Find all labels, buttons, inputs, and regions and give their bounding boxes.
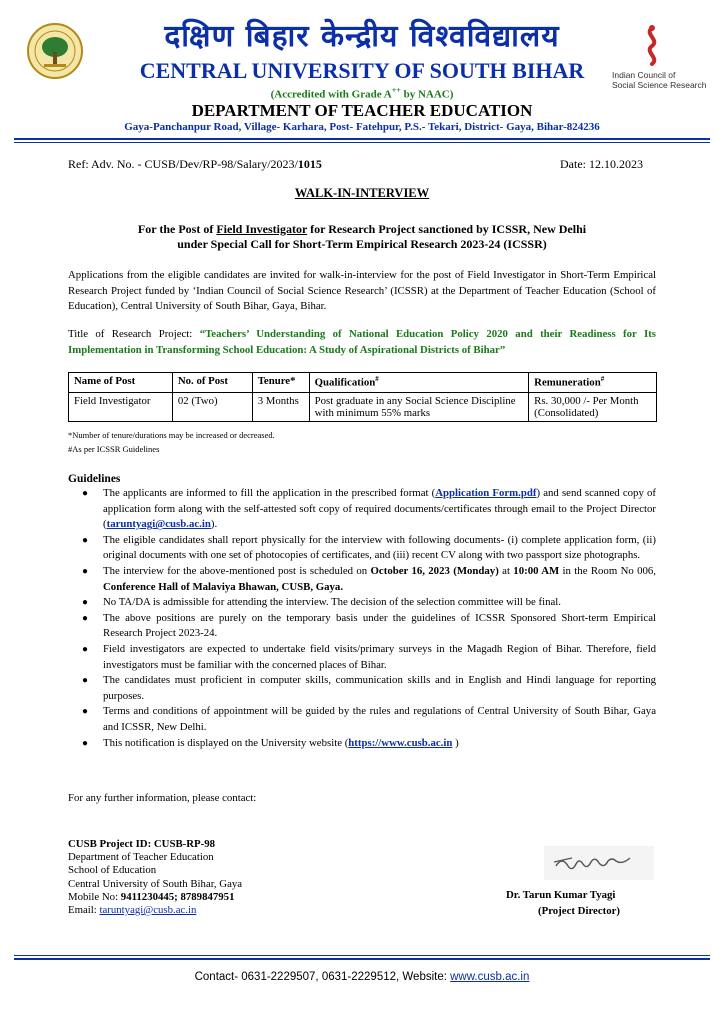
- bullet-icon: ●: [82, 675, 89, 687]
- bullet-icon: ●: [82, 612, 89, 624]
- project-label: Title of Research Project:: [68, 328, 200, 340]
- list-item: [68, 595, 656, 611]
- cell-post-number: 02 (Two): [172, 393, 252, 422]
- project-title-text: “Teachers’ Understanding of National Education Policy 2020 and their Readiness for Its Implementation in Transforming School Education: A Study of Aspirational Districts of Bihar”: [68, 328, 657, 356]
- contact-dept: Department of Teacher Education: [68, 851, 214, 864]
- icssr-note: #As per ICSSR Guidelines: [68, 444, 160, 454]
- contact-intro: For any further information, please contact:: [68, 792, 257, 804]
- list-item: [68, 611, 656, 642]
- ref-label: Ref: Adv. No. - CUSB/Dev/RP-98/Salary/2023/: [68, 157, 298, 171]
- g1-text-a: The applicants are informed to fill the application in the prescribed format (: [103, 487, 436, 499]
- list-item: [68, 564, 656, 595]
- application-form-link[interactable]: Application Form.pdf: [435, 487, 537, 499]
- contact-address-block: [68, 838, 242, 917]
- post-heading: [60, 222, 664, 252]
- g6-text: Field investigators are expected to undertake field visits/primary surveys in the Magadh Region of Bihar. Therefore, field investigators must be familiar with the concerned places of Bihar.: [103, 642, 656, 671]
- table-header-row: [69, 373, 657, 393]
- g1-text-b: ) and send scanned copy of application form along with the self-attested soft copy of required documents/certificates through email to the Project Director (: [103, 487, 656, 531]
- bullet-icon: ●: [82, 643, 89, 655]
- g4-text: No TA/DA is admissible for attending the interview. The decision of the selection committee will be final.: [103, 596, 561, 609]
- bullet-icon: ●: [82, 534, 89, 546]
- g2-text: The eligible candidates shall report physically for the interview with following documents- (i) complete application form, (ii) original documents with one set of photocopies of certificates, and (iii) recent CV along with two passport size photographs.: [103, 533, 656, 562]
- project-director-email-link[interactable]: taruntyagi@cusb.ac.in: [106, 518, 211, 531]
- signatory-name: Dr. Tarun Kumar Tyagi: [506, 889, 616, 901]
- notice-title: WALK-IN-INTERVIEW: [294, 186, 430, 200]
- contact-mobile: [68, 891, 242, 904]
- col-header-name: Name of Post: [69, 373, 173, 393]
- bullet-icon: ●: [82, 706, 89, 718]
- footer-text: Contact- 0631-2229507, 0631-2229512, Website:: [194, 971, 451, 983]
- list-item: [68, 533, 656, 564]
- footer-divider: [14, 958, 710, 960]
- notice-date: Date: 12.10.2023: [560, 157, 643, 171]
- accreditation: [0, 86, 724, 101]
- accreditation-pre: (Accredited with Grade A: [270, 88, 392, 101]
- cell-tenure: 3 Months: [252, 393, 309, 422]
- header-divider: [14, 138, 710, 140]
- g9-text-b: ): [452, 736, 459, 749]
- contact-email: [68, 904, 242, 917]
- table-row: [69, 393, 657, 422]
- footer-website-link[interactable]: www.cusb.ac.in: [450, 971, 530, 983]
- col-header-tenure: Tenure*: [252, 373, 309, 393]
- interview-time: 10:00 AM: [513, 564, 560, 577]
- remuneration-hash: #: [600, 375, 605, 383]
- mobile-numbers: 9411230445; 8789847951: [120, 890, 235, 903]
- cell-qualification: Post graduate in any Social Science Discipline with minimum 55% marks: [309, 393, 528, 422]
- cell-post-name: Field Investigator: [69, 393, 173, 422]
- signatory-role: (Project Director): [538, 905, 621, 917]
- icssr-caption-line2: Social Science Research: [612, 80, 707, 90]
- col-header-qualification: [309, 373, 528, 393]
- intro-paragraph: Applications from the eligible candidates are invited for walk-in-interview for the post of Field Investigator in Short-Term Empirical Research Project funded by ‘Indian Council of Social Science Research’ (ICSSR) at the Department of Teacher Education (School of Education), Central University of South Bihar, Gaya, Bihar.: [68, 269, 656, 313]
- guidelines-list: [68, 486, 656, 751]
- header-divider-thin: [14, 142, 710, 143]
- ref-number: 1015: [297, 157, 322, 171]
- mobile-label: Mobile No:: [68, 890, 121, 903]
- hindi-title: दक्षिण बिहार केन्द्रीय विश्वविद्यालय: [164, 19, 560, 54]
- post-pre: For the Post of: [137, 222, 217, 236]
- g1-text-c: ).: [210, 518, 218, 531]
- bullet-icon: ●: [82, 737, 89, 749]
- guidelines-heading: Guidelines: [68, 473, 121, 485]
- signature-image: [544, 846, 654, 880]
- cell-remuneration: Rs. 30,000 /- Per Month (Consolidated): [529, 393, 657, 422]
- qualification-hash: #: [375, 375, 379, 383]
- col-header-remuneration: [529, 373, 657, 393]
- footer-divider-thin: [14, 955, 710, 956]
- university-website-link[interactable]: https://www.cusb.ac.in: [348, 736, 453, 749]
- contact-univ: Central University of South Bihar, Gaya: [68, 877, 243, 890]
- university-name: CENTRAL UNIVERSITY OF SOUTH BIHAR: [139, 58, 585, 83]
- post-mid: for Research Project sanctioned by ICSSR, New Delhi: [307, 222, 587, 236]
- list-item: [68, 673, 656, 704]
- contact-email-link[interactable]: taruntyagi@cusb.ac.in: [99, 904, 197, 917]
- bullet-icon: ●: [82, 597, 89, 609]
- post-heading-line2: under Special Call for Short-Term Empirical Research 2023-24 (ICSSR): [177, 237, 547, 251]
- interview-venue: Conference Hall of Malaviya Bhawan, CUSB, Gaya.: [103, 580, 344, 593]
- reference-number: [68, 157, 322, 172]
- g7-text: The candidates must proficient in computer skills, communication skills and in English and Hindi language for reporting purposes.: [103, 674, 656, 702]
- project-title: [68, 327, 656, 358]
- g3-text-b: at: [498, 564, 514, 577]
- accreditation-post: by NAAC): [400, 88, 454, 101]
- remuneration-header-text: Remuneration: [534, 376, 601, 389]
- post-heading-line1: [60, 222, 664, 237]
- list-item: [68, 704, 656, 735]
- g9-text-a: This notification is displayed on the University website (: [103, 736, 349, 749]
- post-name: Field Investigator: [216, 222, 308, 236]
- g8-text: Terms and conditions of appointment will be guided by the rules and regulations of Central University of South Bihar, Gaya and ICSSR, New Delhi.: [103, 705, 656, 733]
- department-address: Gaya-Panchanpur Road, Village- Karhara, Post- Fatehpur, P.S.- Tekari, District- Gaya, Bihar-824236: [124, 121, 600, 133]
- list-item: [68, 486, 656, 533]
- project-id: CUSB Project ID: CUSB-RP-98: [68, 838, 216, 850]
- bullet-icon: ●: [82, 565, 89, 577]
- list-item: [68, 736, 656, 752]
- g3-text-a: The interview for the above-mentioned post is scheduled on: [103, 564, 371, 577]
- col-header-number: No. of Post: [172, 373, 252, 393]
- qualification-header-text: Qualification: [314, 376, 376, 389]
- g5-text: The above positions are purely on the temporary basis under the guidelines of ICSSR Sponsored Short-term Empirical Research Project 2023-24.: [103, 611, 656, 640]
- bullet-icon: ●: [82, 488, 89, 499]
- icssr-caption-line1: Indian Council of: [612, 70, 676, 80]
- contact-school: School of Education: [68, 864, 157, 877]
- post-table: [68, 372, 657, 422]
- list-item: [68, 642, 656, 673]
- g3-text-c: in the Room No 006,: [559, 564, 656, 577]
- email-label: Email:: [68, 904, 100, 917]
- accreditation-grade: ++: [391, 86, 401, 95]
- footer-contact: [0, 971, 724, 983]
- department-name: DEPARTMENT OF TEACHER EDUCATION: [191, 101, 533, 120]
- interview-date: October 16, 2023 (Monday): [370, 564, 499, 577]
- tenure-note: *Number of tenure/durations may be increased or decreased.: [68, 430, 275, 440]
